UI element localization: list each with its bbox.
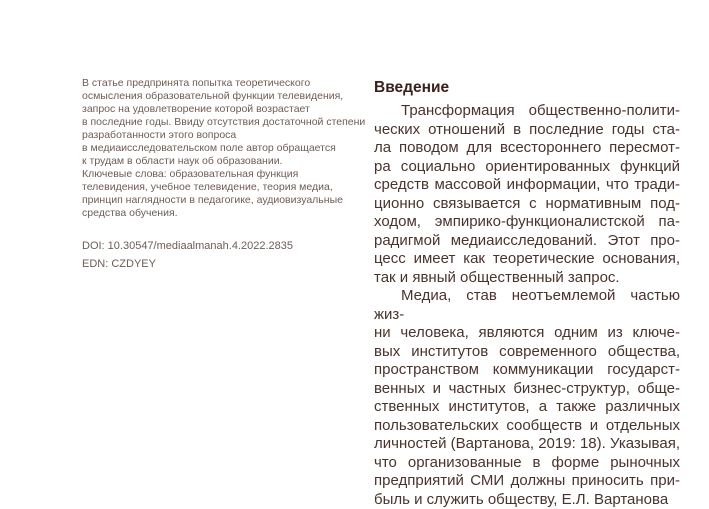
text-line: ра социально ориентированных функций	[374, 158, 680, 177]
article-body-column	[374, 79, 680, 509]
keywords-text	[82, 168, 374, 220]
text-line: Медиа, став неотъемлемой частью жиз-	[374, 287, 680, 324]
text-line: пользовательских сообществ и отдельных	[374, 417, 680, 436]
introduction-paragraph	[374, 102, 680, 287]
text-line: Ключевые слова: образовательная функция	[82, 168, 374, 181]
text-line: Трансформация общественно-полити-	[374, 102, 680, 121]
text-line: так и явный общественный запрос.	[374, 269, 680, 288]
text-line: что организованные в форме рыночных	[374, 454, 680, 473]
text-line: цесс имеет как теоретические основания,	[374, 250, 680, 269]
text-line: осмысления образовательной функции телевидения,	[82, 90, 374, 103]
introduction-paragraph	[374, 287, 680, 509]
text-line: предприятий СМИ должны приносить при-	[374, 472, 680, 491]
doi-text: DOI: 10.30547/mediaalmanah.4.2022.2835	[82, 237, 374, 255]
text-line: ла поводом для всестороннего пересмот-	[374, 139, 680, 158]
text-line: ходом, эмпирико-функционалистской па-	[374, 213, 680, 232]
text-line: ственных институтов, а также различных	[374, 398, 680, 417]
text-line: личностей (Вартанова, 2019: 18). Указывая,	[374, 435, 680, 454]
text-line: пространством коммуникации государст-	[374, 361, 680, 380]
text-line: в медиаисследовательском поле автор обращается	[82, 142, 374, 155]
text-line: В статье предпринята попытка теоретического	[82, 77, 374, 90]
text-line: венных и частных бизнес-структур, обще-	[374, 380, 680, 399]
text-line: разработанности этого вопроса	[82, 129, 374, 142]
text-line: принцип наглядности в педагогике, аудиовизуальные	[82, 194, 374, 207]
text-line: ционно связывается с нормативным под-	[374, 195, 680, 214]
introduction-heading: Введение	[374, 79, 680, 97]
article-meta-column	[82, 77, 374, 273]
text-line: запрос на удовлетворение которой возрастает	[82, 103, 374, 116]
edn-text: EDN: CZDYEY	[82, 255, 374, 273]
text-line: быль и служить обществу, Е.Л. Вартанова	[374, 491, 680, 509]
text-line: телевидения, учебное телевидение, теория медиа,	[82, 181, 374, 194]
abstract-text	[82, 77, 374, 168]
text-line: к трудам в области наук об образовании.	[82, 155, 374, 168]
text-line: радигмой медиаисследований. Этот про-	[374, 232, 680, 251]
text-line: средства обучения.	[82, 207, 374, 220]
text-line: ни человека, являются одним из ключе-	[374, 324, 680, 343]
text-line: вых институтов современного общества,	[374, 343, 680, 362]
text-line: в последние годы. Ввиду отсутствия достаточной степени	[82, 116, 374, 129]
text-line: ческих отношений в последние годы ста-	[374, 121, 680, 140]
text-line: средств массовой информации, что тради-	[374, 176, 680, 195]
